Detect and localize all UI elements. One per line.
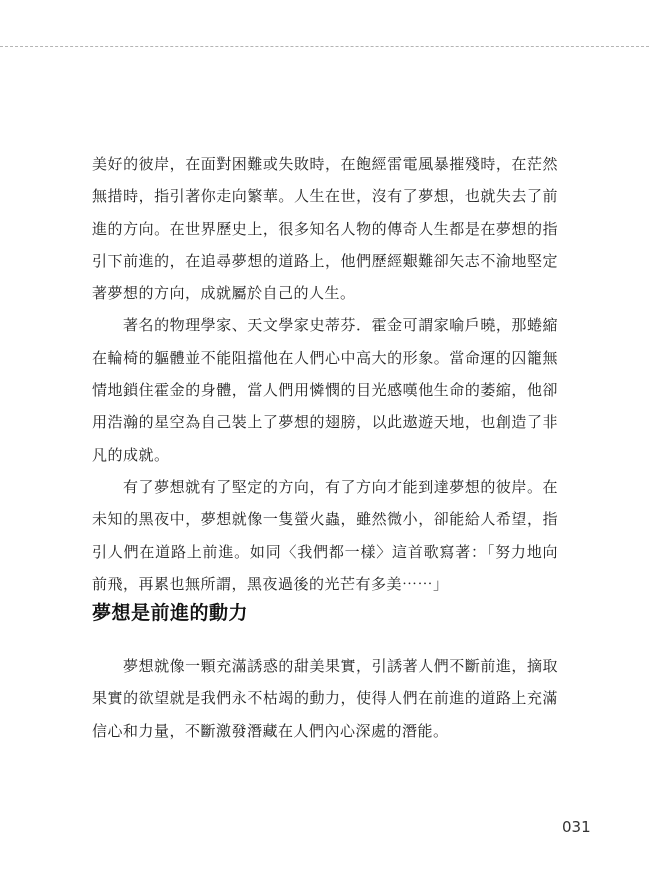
article-body [92,148,558,600]
page-number: 031 [562,818,591,836]
paragraph-motivation: 夢想就像一顆充滿誘惑的甜美果實，引誘著人們不斷前進，摘取果實的欲望就是我們永不枯竭的動力，使得人們在前進的道路上充滿信心和力量，不斷激發潛藏在人們內心深處的潛能。 [92,657,558,740]
paragraph-hawking: 著名的物理學家、天文學家史蒂芬．霍金可謂家喻戶曉，那蜷縮在輪椅的軀體並不能阻擋他在人們心中高大的形象。當命運的囚籠無情地鎖住霍金的身體，當人們用憐憫的目光感嘆他生命的萎縮，他卻用浩瀚的星空為自己裝上了夢想的翅膀，以此遨遊天地，也創造了非凡的成就。 [92,316,558,464]
top-dashed-rule [0,46,649,47]
paragraph-continuation: 美好的彼岸，在面對困難或失敗時，在飽經雷電風暴摧殘時，在茫然無措時，指引著你走向繁華。人生在世，沒有了夢想，也就失去了前進的方向。在世界歷史上，很多知名人物的傳奇人生都是在夢想的指引下前進的，在追尋夢想的道路上，他們歷經艱難卻矢志不渝地堅定著夢想的方向，成就屬於自己的人生。 [92,155,558,303]
section-body [92,650,558,747]
section-heading: 夢想是前進的動力 [92,602,249,624]
paragraph-direction: 有了夢想就有了堅定的方向，有了方向才能到達夢想的彼岸。在未知的黑夜中，夢想就像一隻螢火蟲，雖然微小，卻能給人希望，指引人們在道路上前進。如同〈我們都一樣〉這首歌寫著：「努力地向前飛，再累也無所謂，黑夜過後的光芒有多美⋯⋯」 [92,477,558,593]
